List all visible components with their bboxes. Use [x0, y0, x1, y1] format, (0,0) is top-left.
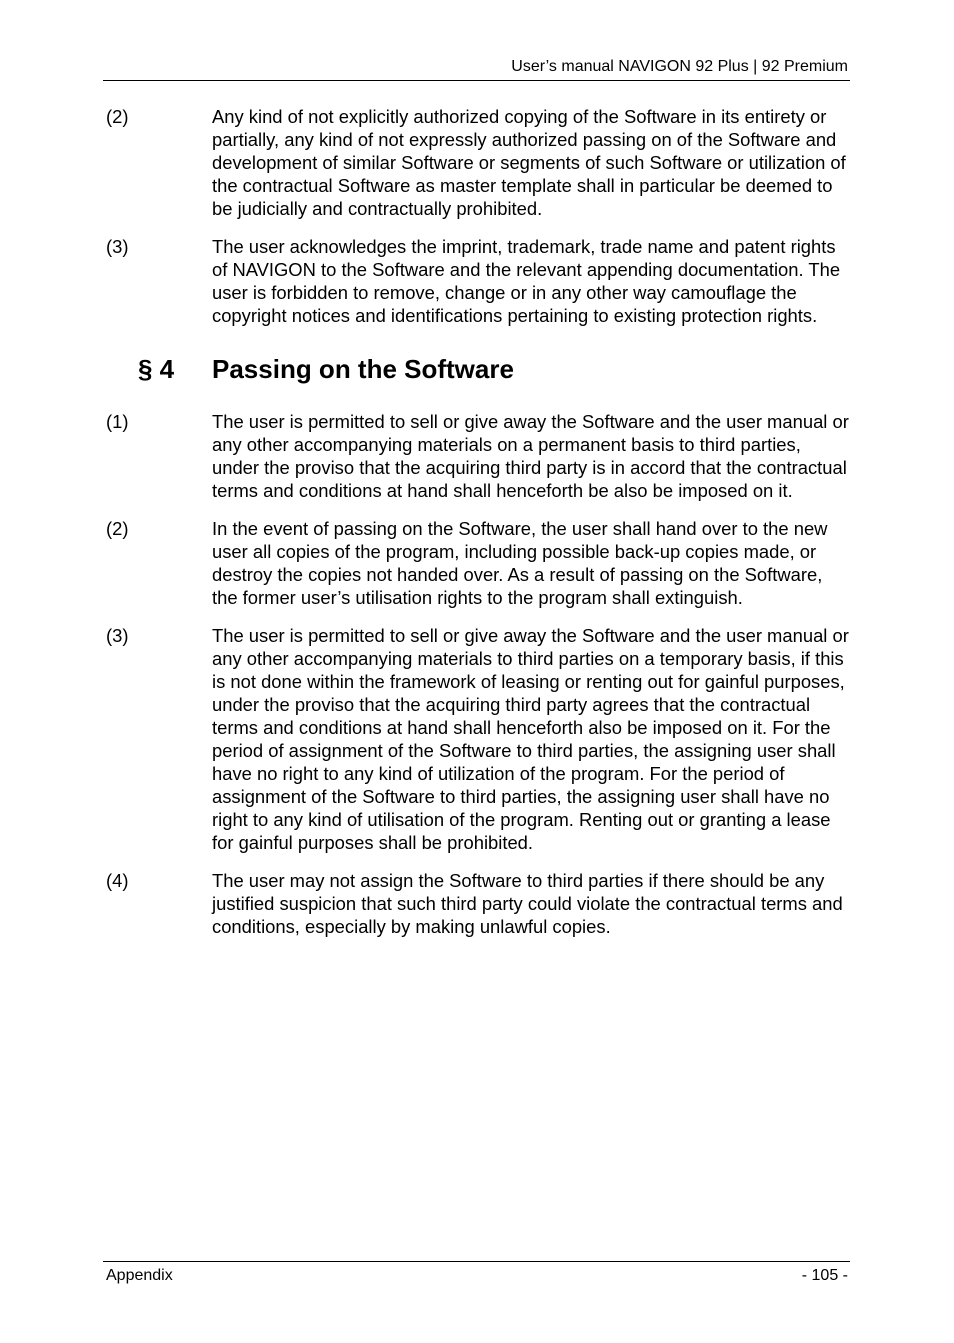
section-paragraph-2	[106, 517, 850, 609]
paragraph-number: (2)	[106, 518, 129, 539]
section-paragraph-3	[106, 624, 850, 854]
page-number: - 105 -	[801, 1267, 848, 1284]
paragraph-text: The user may not assign the Software to third parties if there should be any justified suspicion that such third party could violate the contractual terms and conditions, especially by making unlawful copies.	[212, 870, 843, 937]
footer-section-name: Appendix	[106, 1267, 173, 1284]
page-header	[103, 56, 850, 81]
paragraph-number: (3)	[106, 236, 129, 257]
section-paragraph-1	[106, 410, 850, 502]
paragraph-number: (3)	[106, 625, 129, 646]
paragraph-number: (1)	[106, 411, 129, 432]
paragraph-text: The user acknowledges the imprint, trademark, trade name and patent rights of NAVIGON to the Software and the relevant appending documentation. The user is forbidden to remove, change or in any other way camouflage the copyright notices and identifications pertaining to existing protection rights.	[212, 236, 841, 326]
paragraph-text: In the event of passing on the Software, the user shall hand over to the new user all copies of the program, including possible back-up copies made, or destroy the copies not handed over. As a result of passing on the Software, the former user’s utilisation rights to the program shall extinguish.	[212, 518, 828, 608]
page-content	[106, 105, 850, 953]
paragraph-text: Any kind of not explicitly authorized copying of the Software in its entirety or partially, any kind of not expressly authorized passing on of the Software and development of similar Software or segments of such Software or utilization of the contractual Software as master template shall in particular be deemed to be judicially and contractually prohibited.	[212, 106, 846, 219]
page-footer	[103, 1261, 850, 1288]
section-paragraph-4	[106, 869, 850, 938]
section-number: § 4	[138, 354, 175, 384]
paragraph-2	[106, 105, 850, 220]
header-title: User’s manual NAVIGON 92 Plus | 92 Premium	[511, 58, 848, 75]
paragraph-3	[106, 235, 850, 327]
paragraph-text: The user is permitted to sell or give away the Software and the user manual or any other accompanying materials on a permanent basis to third parties, under the proviso that the acquiring third party is in accord that the contractual terms and conditions at hand shall henceforth be also be imposed on it.	[212, 411, 849, 501]
paragraph-number: (2)	[106, 106, 129, 127]
paragraph-text: The user is permitted to sell or give away the Software and the user manual or any other accompanying materials to third parties on a temporary basis, if this is not done within the framework of leasing or renting out for gainful purposes, under the proviso that the acquiring third party agrees that the contractual terms and conditions at hand shall henceforth also be imposed on it. For the period of assignment of the Software to third parties, the assigning user shall have no right to any kind of utilization of the program. For the period of assignment of the Software to third parties, the assigning user shall have no right to any kind of utilisation of the program. Renting out or granting a lease for gainful purposes shall be prohibited.	[212, 625, 849, 853]
section-title: Passing on the Software	[212, 354, 514, 384]
paragraph-number: (4)	[106, 870, 129, 891]
section-heading	[106, 354, 850, 384]
